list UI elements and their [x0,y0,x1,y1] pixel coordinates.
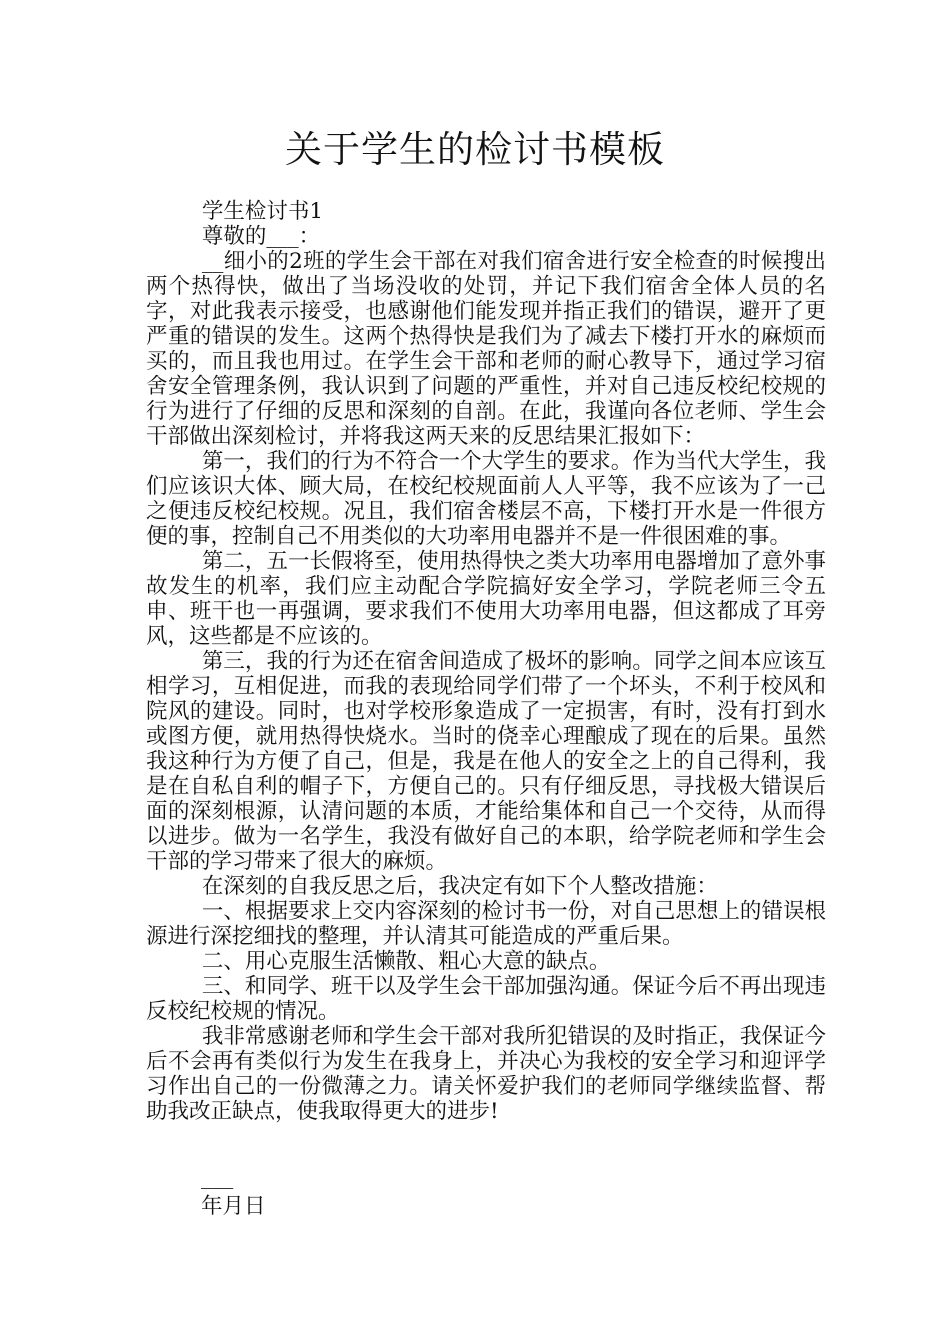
paragraph-measure-three: 三、和同学、班干以及学生会干部加强沟通。保证今后不再出现违反校纪校规的情况。 [146,974,826,1024]
document-body [146,199,826,1124]
document-title: 关于学生的检讨书模板 [285,128,665,171]
date-line: 年月日 [201,1194,266,1219]
paragraph-first-point: 第一，我们的行为不符合一个大学生的要求。作为当代大学生，我们应该识大体、顾大局，在校纪校规面前人人平等，我不应该为了一己之便违反校纪校规。况且，我们宿舍楼层不高，下楼打开水是一件很方便的事，控制自己不用类似的大功率用电器并不是一件很困难的事。 [146,449,826,549]
paragraph-measures-intro: 在深刻的自我反思之后，我决定有如下个人整改措施： [201,874,718,899]
paragraph-third-point: 第三，我的行为还在宿舍间造成了极坏的影响。同学之间本应该互相学习，互相促进，而我的表现给同学们带了一个坏头，不利于校风和院风的建设。同时，也对学校形象造成了一定损害，有时，没有打到水或图方便，就用热得快烧水。当时的侥幸心理酿成了现在的后果。虽然我这种行为方便了自己，但是，我是在他人的安全之上的自己得利，我是在自私自利的帽子下，方便自己的。只有仔细反思，寻找极大错误后面的深刻根源，认清问题的本质，才能给集体和自己一个交待，从而得以进步。做为一名学生，我没有做好自己的本职，给学院老师和学生会干部的学习带来了很大的麻烦。 [146,649,826,874]
signature-line: ___ [201,1165,234,1190]
paragraph-second-point: 第二，五一长假将至，使用热得快之类大功率用电器增加了意外事故发生的机率，我们应主动配合学院搞好安全学习，学院老师三令五申、班干也一再强调，要求我们不使用大功率用电器，但这都成了耳旁风，这些都是不应该的。 [146,549,826,649]
letter-salutation: 尊敬的___： [201,224,321,249]
paragraph-measure-one: 一、根据要求上交内容深刻的检讨书一份，对自己思想上的错误根源进行深挖细找的整理，并认清其可能造成的严重后果。 [146,899,826,949]
paragraph-intro: __细小的2班的学生会干部在对我们宿舍进行安全检查的时候搜出两个热得快，做出了当场没收的处罚，并记下我们宿舍全体人员的名字，对此我表示接受，也感谢他们能发现并指正我们的错误，避开了更严重的错误的发生。这两个热得快是我们为了减去下楼打开水的麻烦而买的，而且我也用过。在学生会干部和老师的耐心教导下，通过学习宿舍安全管理条例，我认识到了问题的严重性，并对自己违反校纪校规的行为进行了仔细的反思和深刻的自剖。在此，我谨向各位老师、学生会干部做出深刻检讨，并将我这两天来的反思结果汇报如下： [146,249,826,449]
letter-heading: 学生检讨书1 [201,199,324,224]
paragraph-closing: 我非常感谢老师和学生会干部对我所犯错误的及时指正，我保证今后不会再有类似行为发生在我身上，并决心为我校的安全学习和迎评学习作出自己的一份微薄之力。请关怀爱护我们的老师同学继续监督、帮助我改正缺点，使我取得更大的进步! [146,1024,826,1124]
paragraph-measure-two: 二、用心克服生活懒散、粗心大意的缺点。 [201,949,611,974]
